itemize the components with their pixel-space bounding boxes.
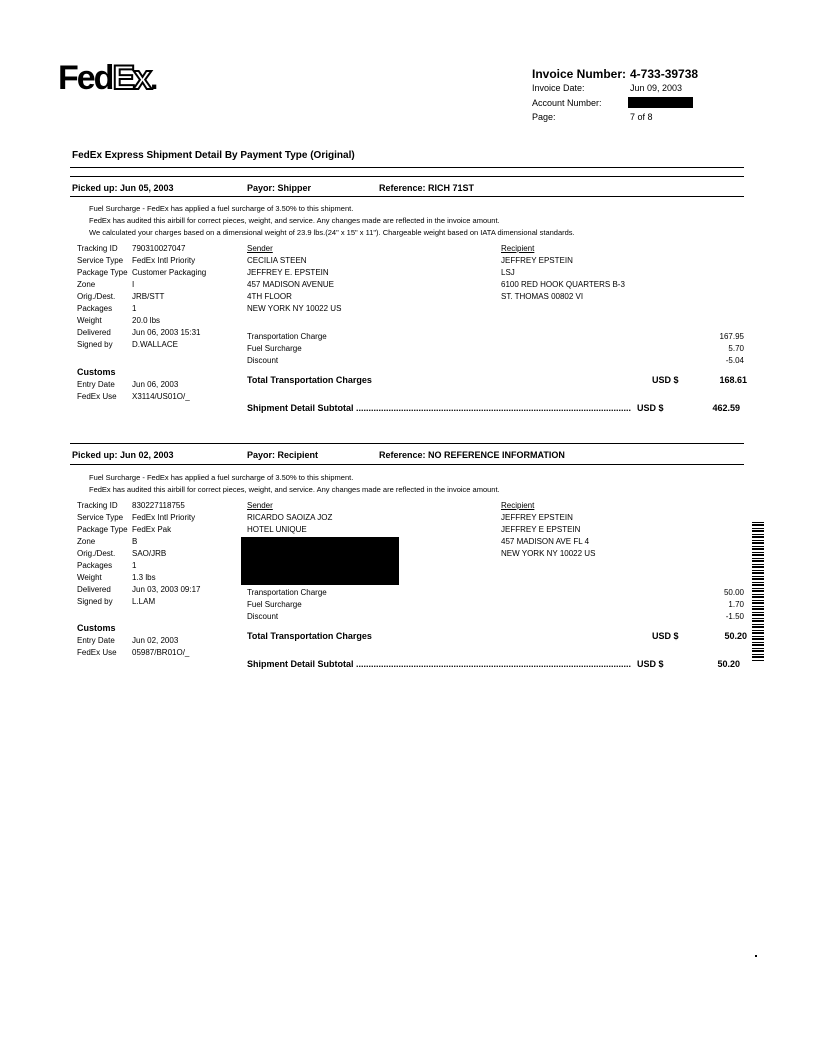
customs-key: Entry Date — [77, 636, 115, 645]
charge-amount: 5.70 — [728, 344, 744, 353]
shipment-1-recipient — [501, 243, 625, 303]
note: FedEx has audited this airbill for correct pieces, weight, and service. Any changes made are reflected in the invoice amount. — [89, 216, 500, 225]
sender-label: Sender — [247, 244, 273, 253]
detail-key: Service Type — [77, 513, 124, 522]
shipment-1-subtotal: 462.59 — [712, 403, 740, 413]
detail-value: 1 — [132, 304, 137, 313]
charge-label: Discount — [247, 356, 279, 365]
detail-key: Delivered — [77, 585, 111, 594]
detail-key: Zone — [77, 280, 96, 289]
detail-value: FedEx Intl Priority — [132, 256, 196, 265]
detail-value: 790310027047 — [132, 244, 186, 253]
recipient-line: LSJ — [501, 268, 515, 277]
shipment-2-customs — [77, 635, 189, 659]
shipment-1-charge-labels — [247, 331, 327, 367]
detail-value: FedEx Intl Priority — [132, 513, 196, 522]
customs-key: FedEx Use — [77, 392, 117, 401]
customs-key: Entry Date — [77, 380, 115, 389]
detail-value: FedEx Pak — [132, 525, 172, 534]
shipment-2-picked-up: Picked up: Jun 02, 2003 — [72, 450, 174, 460]
detail-key: Weight — [77, 573, 102, 582]
shipment-2-header-rule — [70, 464, 744, 465]
sender-label: Sender — [247, 501, 273, 510]
note: FedEx has audited this airbill for correct pieces, weight, and service. Any changes made are reflected in the invoice amount. — [89, 485, 500, 494]
page-title: FedEx Express Shipment Detail By Payment Type (Original) — [72, 150, 355, 161]
charge-label: Fuel Surcharge — [247, 600, 302, 609]
shipment-2-recipient — [501, 500, 595, 560]
detail-key: Signed by — [77, 340, 113, 349]
detail-key: Delivered — [77, 328, 111, 337]
recipient-line: JEFFREY EPSTEIN — [501, 513, 573, 522]
detail-value: I — [132, 280, 135, 289]
recipient-line: 6100 RED HOOK QUARTERS B-3 — [501, 280, 625, 289]
sender-line: JEFFREY E. EPSTEIN — [247, 268, 329, 277]
shipment-1-customs — [77, 379, 190, 403]
note: Fuel Surcharge - FedEx has applied a fuel surcharge of 3.50% to this shipment. — [89, 204, 354, 213]
detail-value: Jun 03, 2003 09:17 — [132, 585, 201, 594]
customs-key: FedEx Use — [77, 648, 117, 657]
shipment-2-notes — [89, 472, 500, 496]
charge-label: Fuel Surcharge — [247, 344, 302, 353]
detail-key: Zone — [77, 537, 96, 546]
sender-line: NEW YORK NY 10022 US — [247, 304, 342, 313]
detail-key: Orig./Dest. — [77, 292, 116, 301]
detail-key: Signed by — [77, 597, 113, 606]
detail-key: Package Type — [77, 268, 128, 277]
detail-value: 1.3 lbs — [132, 573, 156, 582]
recipient-line: ST. THOMAS 00802 VI — [501, 292, 584, 301]
invoice-number-label: Invoice Number: — [532, 67, 627, 81]
customs-value: Jun 02, 2003 — [132, 636, 179, 645]
detail-value: Jun 06, 2003 15:31 — [132, 328, 201, 337]
detail-key: Packages — [77, 561, 113, 570]
shipment-1-picked-up: Picked up: Jun 05, 2003 — [72, 183, 174, 193]
shipment-1-customs-heading: Customs — [77, 367, 116, 377]
shipment-2-sender — [247, 500, 332, 536]
sender-line: HOTEL UNIQUE — [247, 525, 307, 534]
charge-amount: -5.04 — [725, 356, 744, 365]
recipient-label: Recipient — [501, 501, 535, 510]
recipient-line: 457 MADISON AVE FL 4 — [501, 537, 590, 546]
barcode-strip — [752, 522, 764, 662]
shipment-2-total-label: Total Transportation Charges — [247, 631, 372, 641]
detail-value: B — [132, 537, 138, 546]
charge-label: Transportation Charge — [247, 332, 327, 341]
detail-value: Customer Packaging — [132, 268, 207, 277]
page-label: Page: — [532, 112, 556, 122]
sender-line: CECILIA STEEN — [247, 256, 307, 265]
shipment-1-total-currency: USD $ — [652, 375, 679, 385]
detail-key: Packages — [77, 304, 113, 313]
shipment-1-header-rule — [70, 196, 744, 197]
shipment-1-subtotal-currency: USD $ — [637, 403, 664, 413]
invoice-date: Jun 09, 2003 — [630, 83, 683, 93]
shipment-1-charge-amounts — [680, 331, 744, 367]
detail-value: SAO/JRB — [132, 549, 167, 558]
account-number-label: Account Number: — [532, 98, 602, 108]
page-number: 7 of 8 — [630, 112, 653, 122]
customs-value: X3114/US01O/_ — [132, 392, 190, 401]
charge-label: Discount — [247, 612, 279, 621]
charge-label: Transportation Charge — [247, 588, 327, 597]
shipment-2-reference: Reference: NO REFERENCE INFORMATION — [379, 450, 565, 460]
detail-key: Weight — [77, 316, 102, 325]
note: We calculated your charges based on a dimensional weight of 23.9 lbs.(24" x 15" x 11"). Chargeable weight based on IATA dimensional standards. — [89, 228, 575, 237]
detail-key: Package Type — [77, 525, 128, 534]
shipment-1-details — [77, 243, 206, 351]
invoice-date-label: Invoice Date: — [532, 83, 585, 93]
charge-amount: 50.00 — [723, 588, 744, 597]
recipient-line: NEW YORK NY 10022 US — [501, 549, 596, 558]
charge-amount: 1.70 — [728, 600, 744, 609]
invoice-number: 4-733-39738 — [630, 67, 699, 81]
charge-amount: 167.95 — [719, 332, 744, 341]
detail-value: D.WALLACE — [132, 340, 178, 349]
shipment-1-notes — [89, 203, 575, 239]
shipment-2-details — [77, 500, 201, 608]
shipment-1-reference: Reference: RICH 71ST — [379, 183, 475, 193]
shipment-2-payor: Payor: Recipient — [247, 450, 319, 460]
shipment-2-subtotal-currency: USD $ — [637, 659, 664, 669]
recipient-line: JEFFREY EPSTEIN — [501, 256, 573, 265]
shipment-2-total: 50.20 — [724, 631, 747, 641]
note: Fuel Surcharge - FedEx has applied a fuel surcharge of 3.50% to this shipment. — [89, 473, 354, 482]
detail-value: 1 — [132, 561, 137, 570]
shipment-2-subtotal-label: Shipment Detail Subtotal .............................................................................................................. — [247, 659, 632, 669]
customs-value: 05987/BR01O/_ — [132, 648, 190, 657]
sender-address-redaction — [241, 537, 399, 585]
sender-line: 4TH FLOOR — [247, 292, 292, 301]
detail-value: 20.0 lbs — [132, 316, 161, 325]
shipment-2-top-rule — [70, 443, 744, 444]
customs-value: Jun 06, 2003 — [132, 380, 179, 389]
shipment-1-top-rule — [70, 176, 744, 177]
fedex-logo — [58, 58, 156, 100]
detail-key: Orig./Dest. — [77, 549, 116, 558]
shipment-1-subtotal-label: Shipment Detail Subtotal .............................................................................................................. — [247, 403, 632, 413]
title-rule — [70, 167, 744, 168]
logo-dot: . — [150, 63, 157, 96]
detail-value: JRB/STT — [132, 292, 165, 301]
charge-amount: -1.50 — [725, 612, 744, 621]
shipment-2-charge-amounts — [680, 587, 744, 623]
recipient-label: Recipient — [501, 244, 535, 253]
shipment-1-payor: Payor: Shipper — [247, 183, 312, 193]
detail-key: Tracking ID — [77, 244, 118, 253]
detail-value: L.LAM — [132, 597, 156, 606]
shipment-1-total: 168.61 — [719, 375, 747, 385]
shipment-2-customs-heading: Customs — [77, 623, 116, 633]
detail-key: Tracking ID — [77, 501, 118, 510]
shipment-2-subtotal: 50.20 — [717, 659, 740, 669]
detail-value: 830227118755 — [132, 501, 185, 510]
account-number-redaction — [628, 97, 693, 108]
shipment-2-charge-labels — [247, 587, 327, 623]
recipient-line: JEFFREY E EPSTEIN — [501, 525, 581, 534]
shipment-2-total-currency: USD $ — [652, 631, 679, 641]
shipment-1-sender — [247, 243, 341, 315]
detail-key: Service Type — [77, 256, 124, 265]
sender-line: 457 MADISON AVENUE — [247, 280, 334, 289]
page-mark — [755, 955, 757, 957]
sender-line: RICARDO SAOIZA JOZ — [247, 513, 333, 522]
logo-fed: Fed — [58, 59, 113, 97]
shipment-1-total-label: Total Transportation Charges — [247, 375, 372, 385]
logo-ex: Ex — [112, 59, 151, 97]
